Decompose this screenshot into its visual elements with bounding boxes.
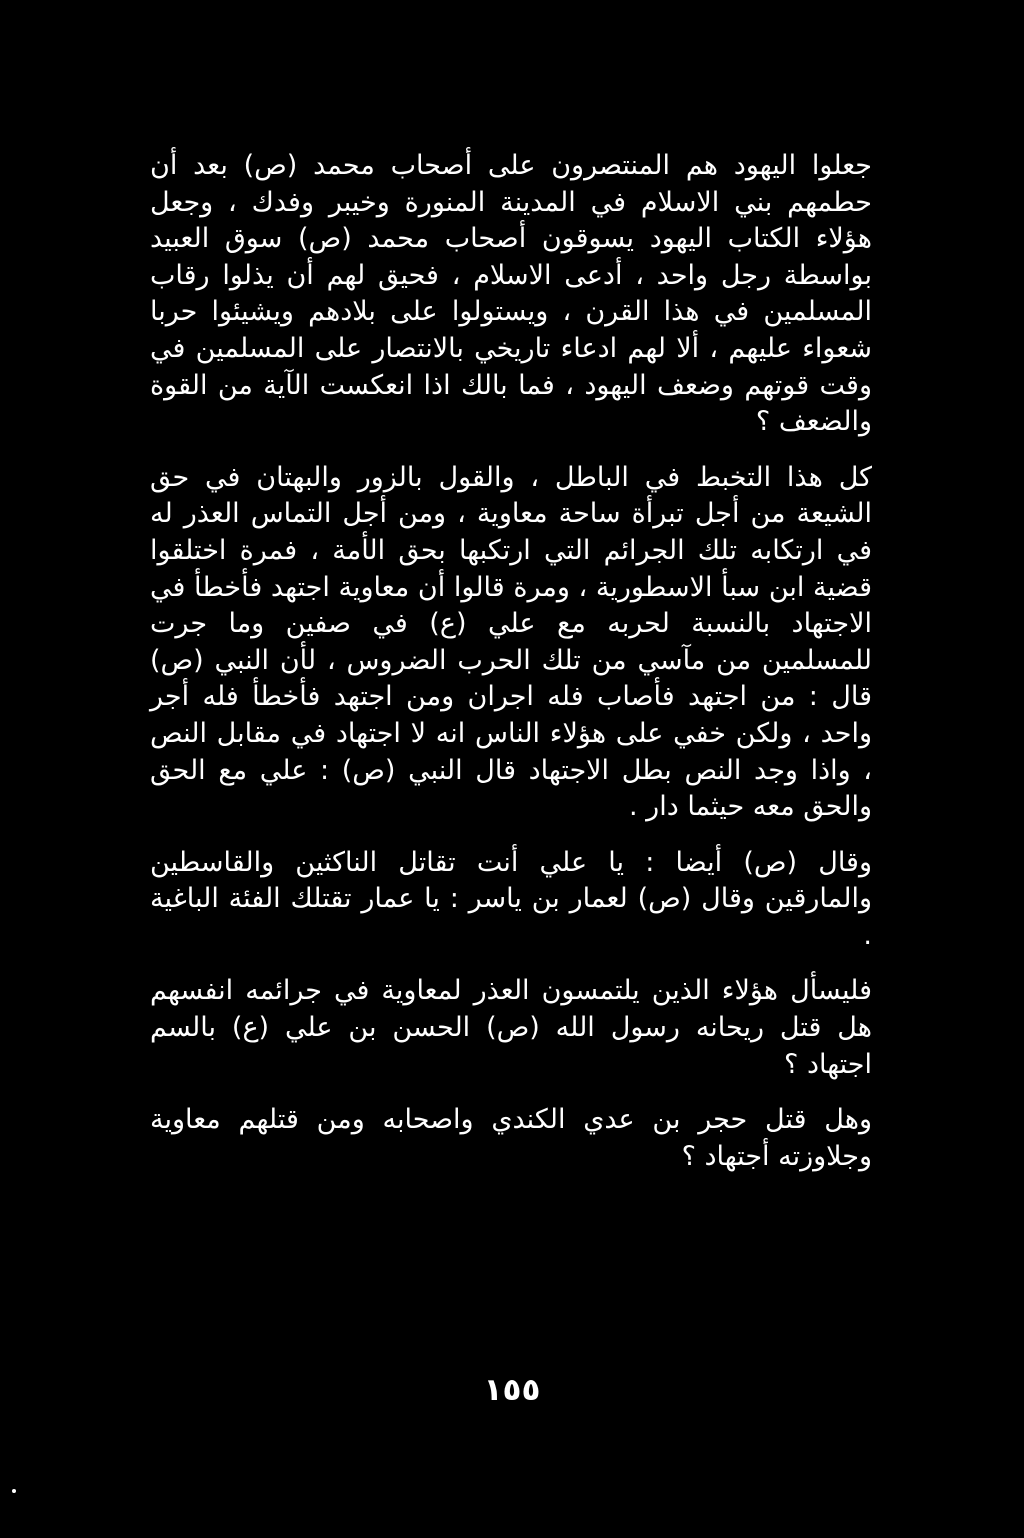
page-number: ١٥٥	[483, 1372, 541, 1408]
paragraph-5: وهل قتل حجر بن عدي الكندي واصحابه ومن قتلهم معاوية وجلاوزته أجتهاد ؟	[150, 1104, 872, 1172]
paragraph-4: فليسأل هؤلاء الذين يلتمسون العذر لمعاوية في جرائمه انفسهم هل قتل ريحانه رسول الله (ص) الحسن بن علي (ع) بالسم اجتهاد ؟	[150, 975, 872, 1080]
paragraph-2: كل هذا التخبط في الباطل ، والقول بالزور والبهتان في حق الشيعة من أجل تبرأة ساحة معاوية ، ومن أجل التماس العذر له في ارتكابه تلك الجرائم التي ارتكبها بحق الأمة ، فمرة اختلقوا قضية ابن سبأ الاسطورية ، ومرة قالوا أن معاوية اجتهد فأخطأ في الاجتهاد بالنسبة لحربه مع علي (ع) في صفين وما جرت للمسلمين من مآسي من تلك الحرب الضروس ، لأن النبي (ص) قال : من اجتهد فأصاب فله اجران ومن اجتهد فأخطأ فله أجر واحد ، ولكن خفي على هؤلاء الناس انه لا اجتهاد في مقابل النص ، واذا وجد النص بطل الاجتهاد قال النبي (ص) : علي مع الحق والحق معه حيثما دار .	[150, 461, 872, 823]
scan-speck	[12, 1489, 16, 1493]
book-page-text	[150, 148, 872, 1175]
paragraph-1: جعلوا اليهود هم المنتصرون على أصحاب محمد (ص) بعد أن حطمهم بني الاسلام في المدينة المنورة وخيبر وفدك ، وجعل هؤلاء الكتاب اليهود يسوقون أصحاب محمد (ص) سوق العبيد بواسطة رجل واحد ، أدعى الاسلام ، فحيق لهم أن يذلوا رقاب المسلمين في هذا القرن ، ويستولوا على بلادهم ويشيئوا حربا شعواء عليهم ، ألا لهم ادعاء تاريخي بالانتصار على المسلمين في وقت قوتهم وضعف اليهود ، فما بالك اذا انعكست الآية من القوة والضعف ؟	[150, 150, 872, 438]
paragraph-3: وقال (ص) أيضا : يا علي أنت تقاتل الناكثين والقاسطين والمارقين وقال (ص) لعمار بن ياسر : يا عمار تقتلك الفئة الباغية .	[150, 846, 872, 951]
